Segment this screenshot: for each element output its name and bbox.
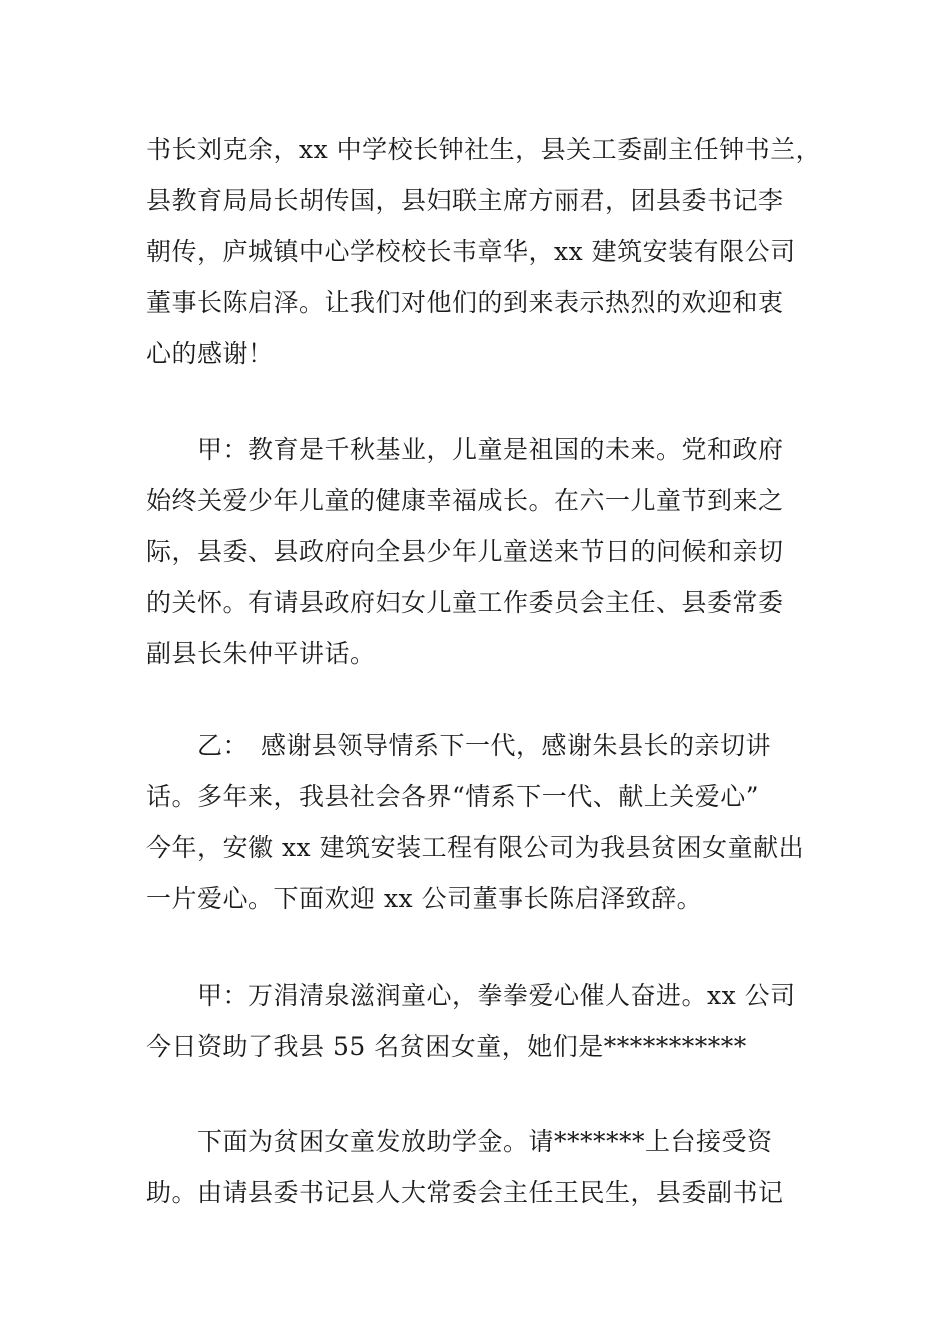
- text-line: 今年，安徽 xx 建筑安装工程有限公司为我县贫困女童献出: [146, 833, 805, 862]
- paragraph-host-b-thanks: [146, 720, 816, 924]
- text-line: 书长刘克余，xx 中学校长钟社生，县关工委副主任钟书兰，: [146, 135, 822, 164]
- text-line: 的关怀。有请县政府妇女儿童工作委员会主任、县委常委: [146, 588, 784, 617]
- text-line: 助。由请县委书记县人大常委会主任王民生，县委副书记: [146, 1178, 784, 1207]
- text-line: 乙： 感谢县领导情系下一代，感谢朱县长的亲切讲: [146, 731, 772, 760]
- text-line: 朝传，庐城镇中心学校校长韦章华，xx 建筑安装有限公司: [146, 237, 796, 266]
- paragraph-scholarship-distribution: [146, 1116, 816, 1218]
- text-line: 甲：教育是千秋基业，儿童是祖国的未来。党和政府: [146, 435, 784, 464]
- text-line: 董事长陈启泽。让我们对他们的到来表示热烈的欢迎和衷: [146, 288, 784, 317]
- text-line: 甲：万涓清泉滋润童心，拳拳爱心催人奋进。xx 公司: [146, 981, 796, 1010]
- text-line: 际，县委、县政府向全县少年儿童送来节日的问候和亲切: [146, 537, 784, 566]
- text-line: 话。多年来，我县社会各界“情系下一代、献上关爱心”: [146, 782, 760, 811]
- text-line: 下面为贫困女童发放助学金。请*******上台接受资: [146, 1127, 773, 1156]
- text-line: 今日资助了我县 55 名贫困女童，她们是***********: [146, 1032, 747, 1061]
- text-line: 县教育局局长胡传国，县妇联主席方丽君，团县委书记李: [146, 186, 784, 215]
- text-line: 心的感谢！: [146, 339, 274, 368]
- text-line: 副县长朱仲平讲话。: [146, 639, 376, 668]
- paragraph-host-a-sponsorship: [146, 970, 816, 1072]
- paragraph-guest-introduction: [146, 124, 822, 379]
- text-line: 一片爱心。下面欢迎 xx 公司董事长陈启泽致辞。: [146, 884, 703, 913]
- text-line: 始终关爱少年儿童的健康幸福成长。在六一儿童节到来之: [146, 486, 784, 515]
- paragraph-host-a-education: [146, 424, 816, 679]
